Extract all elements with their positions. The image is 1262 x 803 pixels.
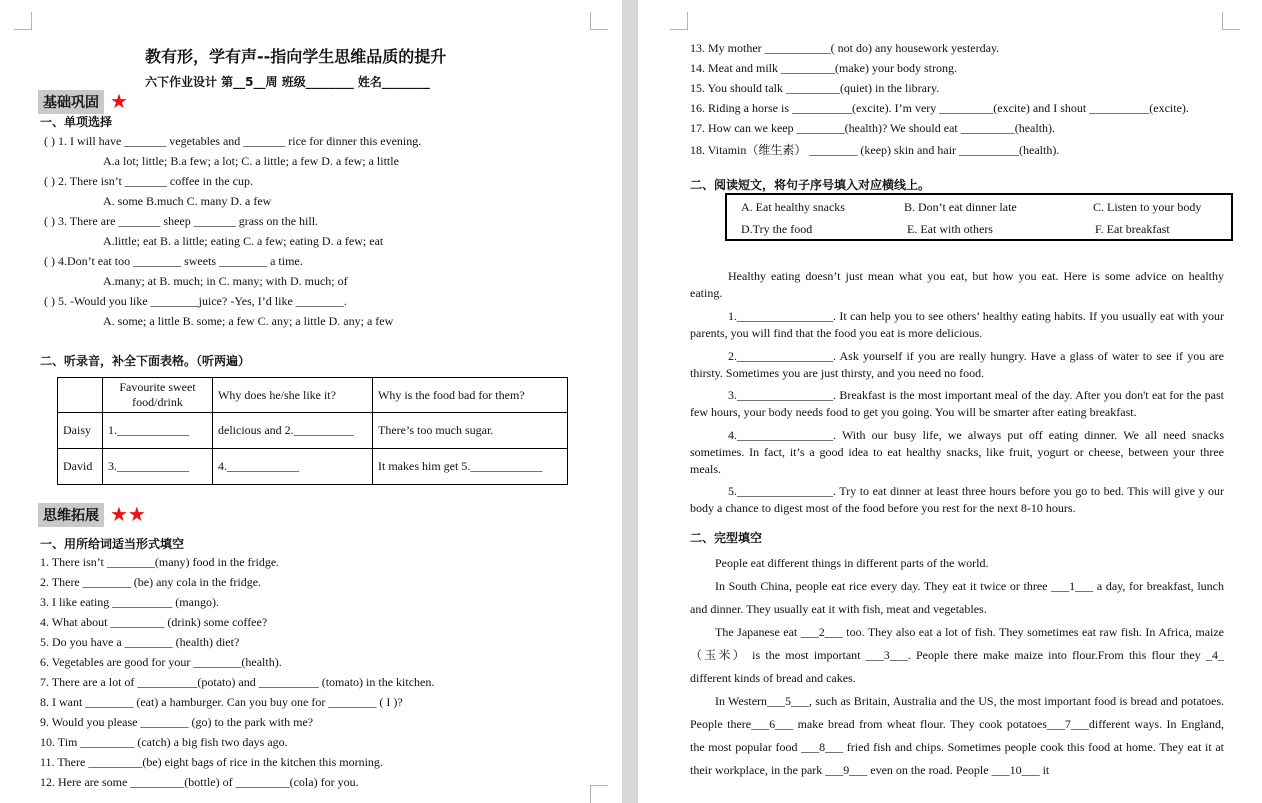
mc-question: ( ) 5. -Would you like ________juice? -Yes, I’d like ________. — [44, 294, 347, 308]
mc-question: ( ) 4.Don’t eat too ________ sweets ________ a time. — [44, 254, 303, 268]
fill-item: 5. Do you have a ________ (health) diet? — [40, 635, 240, 649]
mc-question: ( ) 1. I will have _______ vegetables and _______ rice for dinner this evening. — [44, 134, 422, 148]
table-cell: delicious and 2.__________ — [213, 413, 373, 449]
cloze-paragraph: In Western___5___, such as Britain, Australia and the US, the most important food is bread and potatoes. People there___6___ make bread from wheat flour. They cook potatoes___7___different ways. In England, the most popular food ___8___ fried fish and chips. Sometimes people cook this food at home. They eat it at their workplace, in the park ___9___ even on the road. People ___10___ it — [690, 694, 1224, 777]
reading-intro: Healthy eating doesn’t just mean what you eat, but how you eat. Here is some advice on healthy eating. — [690, 269, 1224, 300]
fill-item: 14. Meat and milk _________(make) your body strong. — [690, 61, 957, 75]
crop-mark — [1222, 12, 1240, 30]
fill-item: 6. Vegetables are good for your ________(health). — [40, 655, 282, 669]
mc-options: A. some; a little B. some; a few C. any; a little D. any; a few — [103, 314, 394, 328]
fill-item: 10. Tim _________ (catch) a big fish two days ago. — [40, 735, 288, 749]
section-label: 思维拓展 — [38, 503, 104, 527]
cloze-paragraph: The Japanese eat ___2___ too. They also eat a lot of fish. They sometimes eat raw fish. In Africa, maize（玉米） is the most important ___3___. People there make maize into flour.From this flour they _4_ different kinds of bread and cakes. — [690, 625, 1224, 685]
options-box — [725, 193, 1233, 241]
fill-item: 9. Would you please ________ (go) to the park with me? — [40, 715, 314, 729]
fill-item: 13. My mother ___________( not do) any housework yesterday. — [690, 41, 1000, 55]
table-cell: David — [58, 449, 103, 485]
mc-question: ( ) 2. There isn’t _______ coffee in the cup. — [44, 174, 253, 188]
page-title: 教有形，学有声--指向学生思维品质的提升 — [145, 47, 447, 66]
fill-item: 7. There are a lot of __________(potato) and __________ (tomato) in the kitchen. — [40, 675, 435, 689]
fill-item: 3. I like eating __________ (mango). — [40, 595, 219, 609]
star-icon: ★★ — [110, 504, 146, 526]
star-icon: ★ — [110, 91, 128, 113]
advice-paragraph: 3.________________. Breakfast is the most important meal of the day. After you don't eat for the past few hours, your body needs food to get you going. You will be smarter after eating breakfast. — [690, 388, 1224, 419]
fill-item: 16. Riding a horse is __________(excite). I’m very _________(excite) and I shout __________(excite). — [690, 101, 1189, 115]
table-cell: It makes him get 5.____________ — [373, 449, 568, 485]
advice-paragraph: 5.________________. Try to eat dinner at least three hours before you go to bed. This will give y our body a chance to digest most of the food before you rest for the next 8-10 hours. — [690, 484, 1224, 515]
table-header-row — [58, 378, 568, 413]
part-heading: 二、听录音，补全下面表格。（听两遍） — [40, 354, 251, 368]
mc-question: ( ) 3. There are _______ sheep _______ grass on the hill. — [44, 214, 319, 228]
fill-item: 12. Here are some _________(bottle) of _________(cola) for you. — [40, 775, 359, 789]
table-cell: There’s too much sugar. — [373, 413, 568, 449]
crop-mark — [590, 785, 608, 803]
option-item: E. Eat with others — [907, 222, 993, 236]
part-heading: 二、阅读短文，将句子序号填入对应横线上。 — [690, 178, 931, 192]
part-heading: 一、用所给词适当形式填空 — [40, 537, 185, 551]
mc-options: A.little; eat B. a little; eating C. a few; eating D. a few; eat — [103, 234, 384, 248]
table-cell: 4.____________ — [213, 449, 373, 485]
table-row — [58, 413, 568, 449]
cloze-paragraph: In South China, people eat rice every day. They eat it twice or three ___1___ a day, for breakfast, lunch and dinner. They usually eat it with fish, meat and vegetables. — [690, 579, 1224, 616]
option-item: C. Listen to your body — [1093, 200, 1202, 214]
table-header — [58, 378, 103, 413]
table-header: Why does he/she like it? — [213, 378, 373, 413]
section-label: 基础巩固 — [38, 90, 104, 114]
mc-options: A.a lot; little; B.a few; a lot; C. a little; a few D. a few; a little — [103, 154, 399, 168]
table-header: Favourite sweet food/drink — [103, 378, 213, 413]
fill-item: 11. There _________(be) eight bags of rice in the kitchen this morning. — [40, 755, 383, 769]
page-subtitle: 六下作业设计 第__5__周 班级________ 姓名________ — [145, 75, 430, 89]
table-header: Why is the food bad for them? — [373, 378, 568, 413]
mc-options: A. some B.much C. many D. a few — [103, 194, 272, 208]
fill-item: 8. I want ________ (eat) a hamburger. Can you buy one for ________ ( I )? — [40, 695, 403, 709]
part-heading: 二、完型填空 — [690, 531, 763, 545]
advice-paragraph: 1.________________. It can help you to see others’ healthy eating habits. If you usually eat with your parents, you will find that the food you eat is more delicious. — [690, 309, 1224, 340]
page-left — [0, 0, 622, 803]
mc-options: A.many; at B. much; in C. many; with D. much; of — [103, 274, 348, 288]
fill-item: 1. There isn’t ________(many) food in the fridge. — [40, 555, 280, 569]
table-cell: 1.____________ — [103, 413, 213, 449]
option-item: B. Don’t eat dinner late — [904, 200, 1017, 214]
page-gap — [622, 0, 638, 803]
crop-mark — [14, 12, 32, 30]
option-item: F. Eat breakfast — [1095, 222, 1170, 236]
part-heading: 一、单项选择 — [40, 115, 113, 129]
fill-item: 4. What about _________ (drink) some coffee? — [40, 615, 268, 629]
fill-item: 17. How can we keep ________(health)? We should eat _________(health). — [690, 121, 1056, 135]
cloze-paragraph: People eat different things in different parts of the world. — [715, 556, 989, 570]
option-item: A. Eat healthy snacks — [741, 200, 845, 214]
advice-paragraph: 4.________________. With our busy life, we always put off eating dinner. We all need snacks sometimes. In fact, it’s a good idea to eat healthy snacks, like fruit, yogurt or cheese, between your three meals. — [690, 428, 1224, 476]
listening-table — [57, 377, 568, 485]
section-header-thinking — [38, 503, 146, 527]
table-row — [58, 449, 568, 485]
crop-mark — [670, 12, 688, 30]
option-item: D.Try the food — [741, 222, 813, 236]
fill-item: 2. There ________ (be) any cola in the fridge. — [40, 575, 262, 589]
table-cell: Daisy — [58, 413, 103, 449]
crop-mark — [590, 12, 608, 30]
table-cell: 3.____________ — [103, 449, 213, 485]
page-right — [638, 0, 1262, 803]
fill-item: 15. You should talk _________(quiet) in the library. — [690, 81, 940, 95]
fill-item: 18. Vitamin（维生素） ________ (keep) skin and hair __________(health). — [690, 143, 1060, 157]
advice-paragraph: 2.________________. Ask yourself if you are really hungry. Have a glass of water to see if you are thirsty. Sometimes you are just thirsty, and you need no food. — [690, 349, 1224, 380]
section-header-basic — [38, 90, 128, 114]
